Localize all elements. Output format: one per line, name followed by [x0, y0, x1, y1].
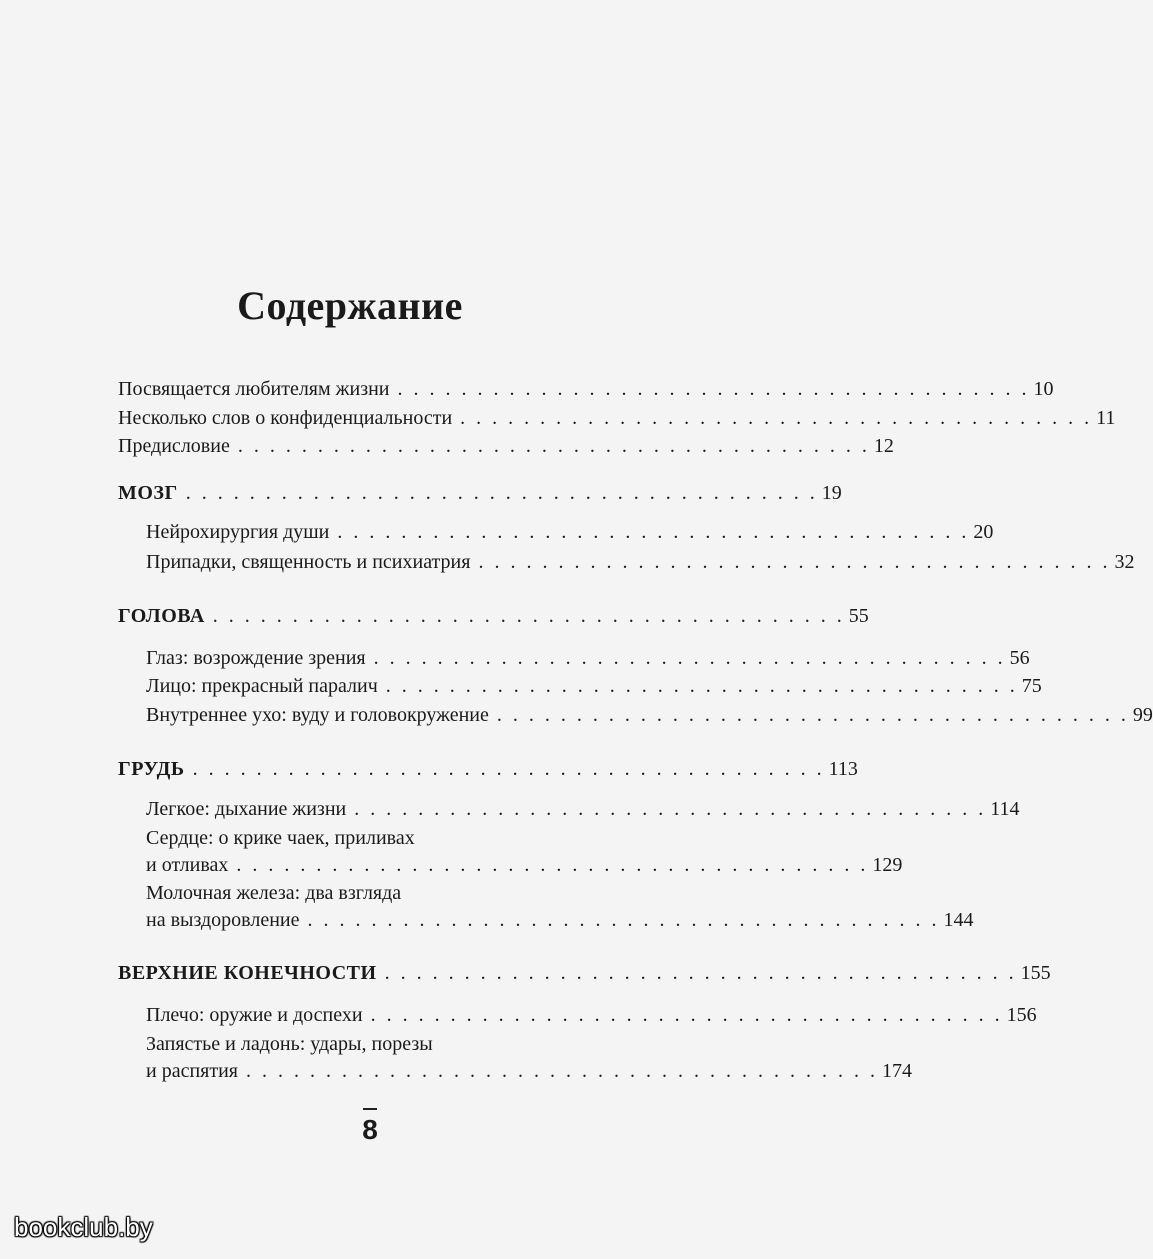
watermark: bookclub.by — [14, 1212, 153, 1242]
toc-entry-label: и отливах — [146, 854, 229, 876]
dot-leader: . . . . . . . . . . . . . . . . . . . . . . . . . . . . . . . . . . . . . . . . — [384, 962, 1017, 984]
dot-leader: . . . . . . . . . . . . . . . . . . . . . . . . . . . . . . . . . . . . . . . . — [246, 1060, 879, 1082]
toc-entry — [146, 1058, 913, 1084]
toc-entry-label: на выздоровление — [146, 909, 300, 931]
toc-section-label: ВЕРХНИЕ КОНЕЧНОСТИ — [118, 962, 377, 984]
toc-section — [118, 960, 1051, 986]
toc-entry — [118, 433, 894, 459]
dot-leader: . . . . . . . . . . . . . . . . . . . . . . . . . . . . . . . . . . . . . . . . — [236, 854, 869, 876]
toc-entry-page: 174 — [882, 1060, 913, 1082]
toc-entry-page: 19 — [821, 482, 842, 504]
toc-entry — [146, 702, 1153, 728]
dot-leader: . . . . . . . . . . . . . . . . . . . . . . . . . . . . . . . . . . . . . . . . — [237, 435, 870, 457]
toc-entry — [146, 852, 903, 878]
toc-entry-label-line1: Молочная железа: два взгляда — [146, 882, 402, 904]
dot-leader: . . . . . . . . . . . . . . . . . . . . . . . . . . . . . . . . . . . . . . . . — [212, 605, 845, 627]
toc-entry-page: 12 — [873, 435, 894, 457]
toc-section — [118, 603, 869, 629]
toc-entry — [146, 907, 974, 933]
toc-entry — [146, 519, 994, 545]
dot-leader: . . . . . . . . . . . . . . . . . . . . . . . . . . . . . . . . . . . . . . . . — [460, 407, 1093, 429]
toc-entry-page: 114 — [990, 798, 1020, 820]
toc-section-label: МОЗГ — [118, 482, 178, 504]
dot-leader: . . . . . . . . . . . . . . . . . . . . . . . . . . . . . . . . . . . . . . . . — [496, 704, 1129, 726]
toc-entry-label: Посвящается любителям жизни — [118, 378, 390, 400]
page-title: Содержание — [237, 283, 463, 328]
toc-section — [118, 480, 842, 506]
dot-leader: . . . . . . . . . . . . . . . . . . . . . . . . . . . . . . . . . . . . . . . . — [370, 1004, 1003, 1026]
toc-entry-label: Предисловие — [118, 435, 230, 457]
toc-entry-page: 32 — [1114, 551, 1135, 573]
toc-entry-page: 55 — [848, 605, 869, 627]
dot-leader: . . . . . . . . . . . . . . . . . . . . . . . . . . . . . . . . . . . . . . . . — [354, 798, 987, 820]
toc-entry-label: Глаз: возрождение зрения — [146, 647, 366, 669]
toc-entry-label-line1: Сердце: о крике чаек, приливах — [146, 827, 415, 849]
toc-entry-label-line1: Запястье и ладонь: удары, порезы — [146, 1033, 433, 1055]
toc-entry — [146, 1002, 1037, 1028]
toc-section-label: ГРУДЬ — [118, 758, 185, 780]
toc-entry — [118, 405, 1116, 431]
toc-entry-page: 20 — [973, 521, 994, 543]
toc-section-label: ГОЛОВА — [118, 605, 205, 627]
toc-entry-page: 156 — [1006, 1004, 1037, 1026]
dot-leader: . . . . . . . . . . . . . . . . . . . . . . . . . . . . . . . . . . . . . . . . — [478, 551, 1111, 573]
toc-entry-label: Несколько слов о конфиденциальности — [118, 407, 453, 429]
toc-entry-page: 144 — [943, 909, 974, 931]
toc-entry-page: 129 — [872, 854, 903, 876]
toc-entry-label: Лицо: прекрасный паралич — [146, 675, 378, 697]
toc-entry-label: Припадки, священность и психиатрия — [146, 551, 471, 573]
toc-entry-page: 10 — [1033, 378, 1054, 400]
dot-leader: . . . . . . . . . . . . . . . . . . . . . . . . . . . . . . . . . . . . . . . . — [373, 647, 1006, 669]
toc-entry-page: 75 — [1021, 675, 1042, 697]
dot-leader: . . . . . . . . . . . . . . . . . . . . . . . . . . . . . . . . . . . . . . . . — [337, 521, 970, 543]
toc-section — [118, 756, 858, 782]
toc-entry-page: 155 — [1020, 962, 1051, 984]
toc-entry-label: Нейрохирургия души — [146, 521, 330, 543]
toc-entry-page: 113 — [828, 758, 858, 780]
toc-entry — [118, 376, 1054, 402]
dot-leader: . . . . . . . . . . . . . . . . . . . . . . . . . . . . . . . . . . . . . . . . — [192, 758, 825, 780]
toc-entry-label: и распятия — [146, 1060, 239, 1082]
toc-entry-page: 56 — [1009, 647, 1030, 669]
dot-leader: . . . . . . . . . . . . . . . . . . . . . . . . . . . . . . . . . . . . . . . . — [397, 378, 1030, 400]
dot-leader: . . . . . . . . . . . . . . . . . . . . . . . . . . . . . . . . . . . . . . . . — [185, 482, 818, 504]
toc-entry-page: 99 — [1132, 704, 1153, 726]
toc-entry — [146, 796, 1020, 822]
dot-leader: . . . . . . . . . . . . . . . . . . . . . . . . . . . . . . . . . . . . . . . . — [385, 675, 1018, 697]
toc-entry — [146, 673, 1042, 699]
page-number: 8 — [362, 1114, 378, 1145]
toc-entry-label: Легкое: дыхание жизни — [146, 798, 347, 820]
toc-entry — [146, 645, 1030, 671]
toc-entry-label: Внутреннее ухо: вуду и головокружение — [146, 704, 489, 726]
dot-leader: . . . . . . . . . . . . . . . . . . . . . . . . . . . . . . . . . . . . . . . . — [307, 909, 940, 931]
toc-entry-page: 11 — [1096, 407, 1116, 429]
page-number-rule — [363, 1108, 377, 1110]
toc-entry-label: Плечо: оружие и доспехи — [146, 1004, 363, 1026]
toc-entry — [146, 549, 1135, 575]
